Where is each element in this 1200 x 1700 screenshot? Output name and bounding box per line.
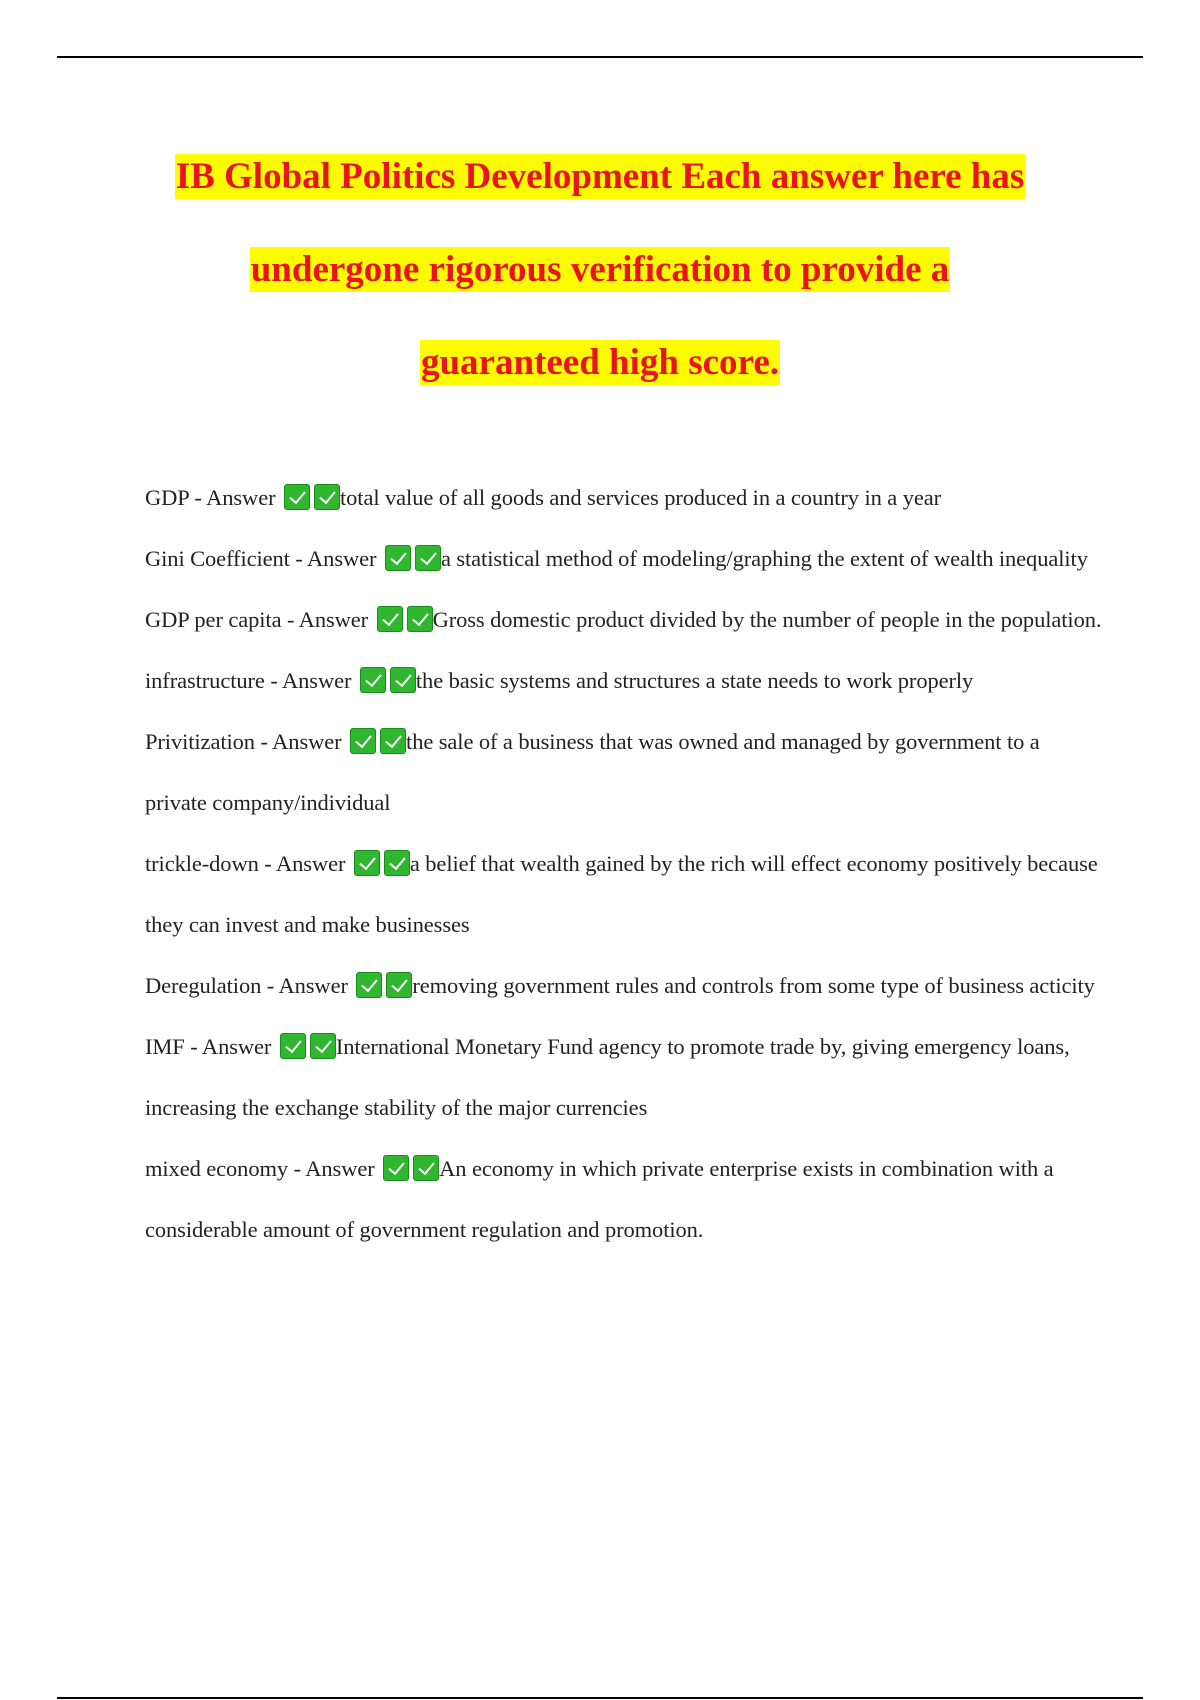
- entry-definition: removing government rules and controls from some type of business acticity: [412, 973, 1095, 998]
- entry-definition: a belief that wealth gained by the rich will effect economy positively because they can invest and make businesses: [145, 851, 1098, 937]
- entry-definition: total value of all goods and services produced in a country in a year: [340, 485, 942, 510]
- entry-definition: International Monetary Fund agency to promote trade by, giving emergency loans, increasing the exchange stability of the major currencies: [145, 1034, 1070, 1120]
- entry-term: Deregulation: [145, 973, 262, 998]
- entry-term: IMF: [145, 1034, 185, 1059]
- entry-separator: - Answer: [184, 1034, 277, 1059]
- check-mark-icon: [380, 728, 406, 754]
- list-item: [145, 1138, 1105, 1260]
- check-mark-icon: [377, 606, 403, 632]
- entry-term: Privitization: [145, 729, 255, 754]
- entry-term: GDP: [145, 485, 189, 510]
- entry-separator: - Answer: [288, 1156, 381, 1181]
- list-item: [145, 1016, 1105, 1138]
- check-mark-icon: [386, 972, 412, 998]
- entry-definition: the basic systems and structures a state needs to work properly: [415, 668, 974, 693]
- check-mark-icon: [415, 545, 441, 571]
- entry-term: trickle-down: [145, 851, 259, 876]
- check-mark-icon: [350, 728, 376, 754]
- check-mark-icon: [384, 850, 410, 876]
- entry-separator: - Answer: [254, 729, 348, 754]
- check-mark-icon: [280, 1033, 306, 1059]
- check-mark-icon: [385, 545, 411, 571]
- check-mark-icon: [310, 1033, 336, 1059]
- entry-definition: Gross domestic product divided by the number of people in the population.: [432, 607, 1102, 632]
- list-item: [145, 833, 1105, 955]
- title-line-2: undergone rigorous verification to provide a: [250, 249, 950, 290]
- check-mark-icon: [356, 972, 382, 998]
- entry-term: GDP per capita: [145, 607, 282, 632]
- entry-definition: An economy in which private enterprise exists in combination with a considerable amount of government regulation and promotion.: [145, 1156, 1054, 1242]
- entry-separator: - Answer: [258, 851, 351, 876]
- check-mark-icon: [383, 1155, 409, 1181]
- list-item: [145, 467, 1105, 528]
- list-item: [145, 955, 1105, 1016]
- entry-term: mixed economy: [145, 1156, 289, 1181]
- answer-list: [145, 467, 1105, 1260]
- entry-separator: - Answer: [188, 485, 281, 510]
- entry-separator: - Answer: [261, 973, 354, 998]
- list-item: [145, 650, 1105, 711]
- check-mark-icon: [413, 1155, 439, 1181]
- check-mark-icon: [284, 484, 310, 510]
- document-title: [100, 130, 1100, 409]
- list-item: [145, 528, 1105, 589]
- list-item: [145, 711, 1105, 833]
- check-mark-icon: [390, 667, 416, 693]
- entry-separator: - Answer: [289, 546, 382, 571]
- entry-term: Gini Coefficient: [145, 546, 290, 571]
- entry-separator: - Answer: [264, 668, 357, 693]
- check-mark-icon: [407, 606, 433, 632]
- check-mark-icon: [360, 667, 386, 693]
- bottom-rule: [57, 1697, 1143, 1699]
- entry-term: infrastructure: [145, 668, 265, 693]
- check-mark-icon: [314, 484, 340, 510]
- entry-definition: a statistical method of modeling/graphing the extent of wealth inequality: [440, 546, 1088, 571]
- entry-separator: - Answer: [281, 607, 374, 632]
- check-mark-icon: [354, 850, 380, 876]
- list-item: [145, 589, 1105, 650]
- title-line-3: guaranteed high score.: [420, 342, 779, 383]
- entry-definition: the sale of a business that was owned and managed by government to a private company/individual: [145, 729, 1040, 815]
- title-line-1: IB Global Politics Development Each answer here has: [175, 156, 1025, 197]
- top-rule: [57, 56, 1143, 58]
